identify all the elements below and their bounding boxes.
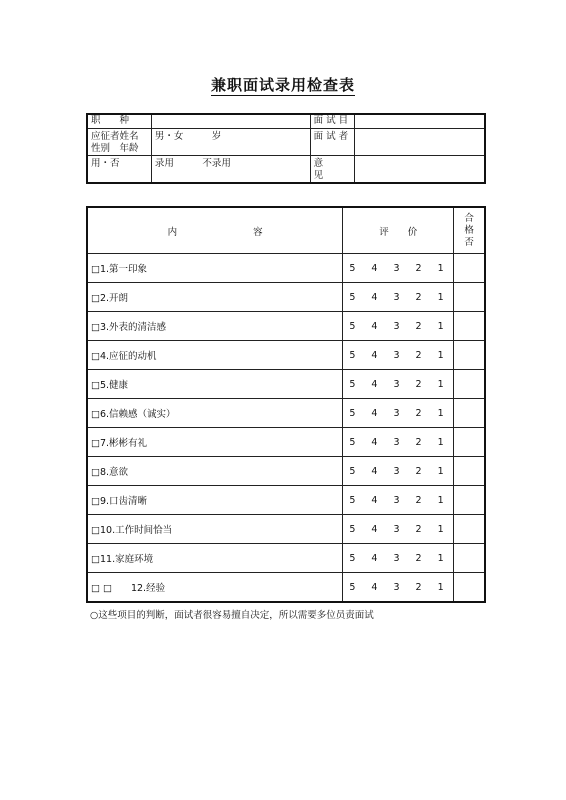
pass-header-char: 格 xyxy=(464,224,474,236)
item-label[interactable]: □11.家庭环境 xyxy=(87,544,343,573)
pass-header-char: 合 xyxy=(464,212,474,224)
score-scale[interactable]: 5 4 3 2 1 xyxy=(343,312,454,341)
gender-age-field[interactable]: 男・女 岁 xyxy=(151,129,310,156)
interviewer-label: 面 试 者 xyxy=(310,129,354,156)
table-row xyxy=(87,283,485,312)
header-pass xyxy=(454,207,485,254)
interview-item-field[interactable] xyxy=(354,114,485,129)
item-label[interactable]: □1.第一印象 xyxy=(87,254,343,283)
opinion-field[interactable] xyxy=(354,156,485,184)
header-content: 内 容 xyxy=(87,207,343,254)
item-label[interactable]: □9.口齿清晰 xyxy=(87,486,343,515)
table-row xyxy=(87,486,485,515)
applicant-label: 应征者姓名 性别 年龄 xyxy=(87,129,151,156)
pass-cell[interactable] xyxy=(454,486,485,515)
interview-item-label: 面 试 目 xyxy=(310,114,354,129)
score-scale[interactable]: 5 4 3 2 1 xyxy=(343,370,454,399)
table-row xyxy=(87,457,485,486)
score-scale[interactable]: 5 4 3 2 1 xyxy=(343,515,454,544)
opinion-label: 意 见 xyxy=(310,156,354,184)
decision-label: 用・否 xyxy=(87,156,151,184)
pass-cell[interactable] xyxy=(454,428,485,457)
table-row xyxy=(87,254,485,283)
item-label[interactable]: □ □ 12.经验 xyxy=(87,573,343,603)
item-label[interactable]: □7.彬彬有礼 xyxy=(87,428,343,457)
page-title: 兼职面试录用检查表 xyxy=(210,76,355,94)
table-row xyxy=(87,341,485,370)
score-scale[interactable]: 5 4 3 2 1 xyxy=(343,399,454,428)
pass-cell[interactable] xyxy=(454,283,485,312)
item-label[interactable]: □4.应征的动机 xyxy=(87,341,343,370)
item-label[interactable]: □6.信赖感（诚实） xyxy=(87,399,343,428)
decision-field[interactable]: 录用 不录用 xyxy=(151,156,310,184)
pass-cell[interactable] xyxy=(454,254,485,283)
pass-cell[interactable] xyxy=(454,544,485,573)
score-scale[interactable]: 5 4 3 2 1 xyxy=(343,283,454,312)
item-label[interactable]: □8.意欲 xyxy=(87,457,343,486)
pass-cell[interactable] xyxy=(454,457,485,486)
pass-cell[interactable] xyxy=(454,370,485,399)
item-label[interactable]: □3.外表的清洁感 xyxy=(87,312,343,341)
job-label: 职 种 xyxy=(87,114,151,129)
job-field[interactable] xyxy=(151,114,310,129)
item-label[interactable]: □10.工作时间恰当 xyxy=(87,515,343,544)
pass-cell[interactable] xyxy=(454,312,485,341)
score-scale[interactable]: 5 4 3 2 1 xyxy=(343,457,454,486)
header-eval: 评 价 xyxy=(343,207,454,254)
pass-cell[interactable] xyxy=(454,341,485,370)
pass-cell[interactable] xyxy=(454,399,485,428)
pass-cell[interactable] xyxy=(454,573,485,603)
table-row xyxy=(87,399,485,428)
interviewer-field[interactable] xyxy=(354,129,485,156)
table-row xyxy=(87,370,485,399)
table-row xyxy=(87,515,485,544)
score-scale[interactable]: 5 4 3 2 1 xyxy=(343,254,454,283)
footnote: ○这些项目的判断，面试者很容易擅自决定，所以需要多位员责面试 xyxy=(90,610,374,621)
item-label[interactable]: □2.开朗 xyxy=(87,283,343,312)
pass-header-char: 否 xyxy=(464,236,474,248)
score-scale[interactable]: 5 4 3 2 1 xyxy=(343,341,454,370)
score-scale[interactable]: 5 4 3 2 1 xyxy=(343,428,454,457)
score-scale[interactable]: 5 4 3 2 1 xyxy=(343,544,454,573)
table-row xyxy=(87,573,485,603)
pass-cell[interactable] xyxy=(454,515,485,544)
applicant-info-table xyxy=(86,113,486,184)
table-row xyxy=(87,312,485,341)
evaluation-table xyxy=(86,206,486,603)
table-row xyxy=(87,544,485,573)
item-label[interactable]: □5.健康 xyxy=(87,370,343,399)
score-scale[interactable]: 5 4 3 2 1 xyxy=(343,573,454,603)
score-scale[interactable]: 5 4 3 2 1 xyxy=(343,486,454,515)
table-row xyxy=(87,428,485,457)
